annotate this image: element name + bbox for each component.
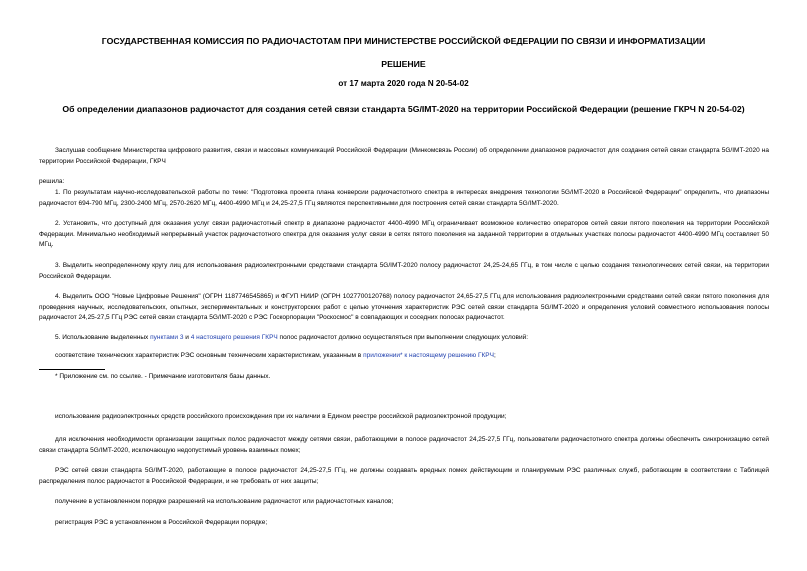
footnote-text: * Приложение см. по ссылке. - Примечание изготовителя базы данных. xyxy=(55,373,271,380)
item-5-paragraph xyxy=(39,333,769,344)
item-5-text-end: полос радиочастот должно осуществляться при выполнении следующих условий: xyxy=(277,334,529,341)
appendix-link[interactable]: приложении* к настоящему решению ГКРЧ xyxy=(363,352,494,359)
resolved-label: решила: xyxy=(39,178,65,185)
condition-2-paragraph: использование радиоэлектронных средств российского происхождения при их наличии в Едином реестре российской радиоэлектронной продукции; xyxy=(55,413,507,420)
commission-header: ГОСУДАРСТВЕННАЯ КОМИССИЯ ПО РАДИОЧАСТОТАМ ПРИ МИНИСТЕРСТВЕ РОССИЙСКОЙ ФЕДЕРАЦИИ ПО СВЯЗИ И ИНФОРМАТИЗАЦИИ xyxy=(101,36,706,46)
condition-4-paragraph: РЭС сетей связи стандарта 5G/IMT-2020, работающие в полосе радиочастот 24,25-27,5 ГГц, не должны создавать вредных помех действующим и планируемым РЭС различных служб, работающим в соответствии с Таблицей распределения полос радиочастот в Российской Федерации, и не требовать от них защиты; xyxy=(39,467,769,485)
item-4-paragraph: 4. Выделить ООО "Новые Цифровые Решения" (ОГРН 1187746545865) и ФГУП НИИР (ОГРН 1027700120768) полосу радиочастот 24,65-27,5 ГГц для использования радиоэлектронными средствами сетей связи пятого поколения для проведения научных, исследовательских, опытных, экспериментальных и конструкторских работ с целью уточнения характеристик РЭС сетей связи стандарта 5G/IMT-2020 и определения условий совместного использования полосы радиочастот 24,25-27,5 ГГц РЭС сетей связи стандарта 5G/IMT-2020 с РЭС Госкорпорации "Роскосмос" в совпадающих и соседних полосах радиочастот. xyxy=(39,293,769,322)
condition-3-paragraph: для исключения необходимости организации защитных полос радиочастот между сетями связи, работающими в полосе радиочастот 24,25-27,5 ГГц, пользователи радиочастотного спектра должны обеспечить синхронизацию сетей связи стандарта 5G/IMT-2020, исключающую недопустимый уровень взаимных помех; xyxy=(39,436,769,454)
item-2-paragraph: 2. Установить, что доступный для оказания услуг связи радиочастотный спектр в диапазоне радиочастот 4400-4990 МГц ограничивает возможное количество операторов сетей связи пятого поколения на территории Российской Федерации. Минимально необходимый непрерывный участок радиочастотного спектра для оказания услуг связи в сетях пятого поколения на заданной территории в отдельных участках полосы радиочастот 4400-4990 МГц составляет 50 МГц. xyxy=(39,220,769,249)
item-4-reference-link[interactable]: 4 настоящего решения ГКРЧ xyxy=(190,334,278,341)
item-1-paragraph: 1. По результатам научно-исследовательской работы по теме: "Подготовка проекта плана конверсии радиочастотного спектра в интересах внедрения технологии 5G/IMT-2020 в Российской Федерации" определить, что диапазоны радиочастот 694-790 МГц, 2300-2400 МГц, 2570-2620 МГц, 4400-4990 МГц и 24,25-27,5 ГГц являются перспективными для построения сетей связи стандарта 5G/IMT-2020. xyxy=(39,189,769,207)
condition-1-text-end: ; xyxy=(493,352,496,359)
condition-1-text-start: соответствие технических характеристик РЭС основным техническим характеристикам, указанным в xyxy=(55,352,364,359)
intro-paragraph: Заслушав сообщение Министерства цифрового развития, связи и массовых коммуникаций Российской Федерации (Минкомсвязь России) об определении диапазонов радиочастот для создания сетей связи стандарта 5G/IMT-2020 на территории Российской Федерации, ГКРЧ xyxy=(39,147,769,165)
decision-date: от 17 марта 2020 года N 20-54-02 xyxy=(338,79,469,88)
decision-heading: РЕШЕНИЕ xyxy=(381,59,426,69)
condition-1-paragraph xyxy=(39,351,769,362)
item-5-text-start: 5. Использование выделенных xyxy=(55,334,151,341)
item-3-paragraph: 3. Выделить неопределенному кругу лиц для использования радиоэлектронными средствами стандарта 5G/IMT-2020 полосу радиочастот 24,25-24,65 ГГц, в том числе с целью создания технологических сетей связи, на территории Российской Федерации. xyxy=(39,262,769,280)
footnote-divider xyxy=(39,369,105,370)
condition-6-paragraph: регистрация РЭС в установленном в Российской Федерации порядке; xyxy=(55,519,268,526)
item-3-reference-link[interactable]: пунктами 3 xyxy=(150,334,184,341)
item-5-text-mid: и xyxy=(183,334,191,341)
document-title: Об определении диапазонов радиочастот для создания сетей связи стандарта 5G/IMT-2020 на территории Российской Федерации (решение ГКРЧ N 20-54-02) xyxy=(62,104,745,114)
condition-5-paragraph: получение в установленном порядке разрешений на использование радиочастот или радиочастотных каналов; xyxy=(55,498,394,505)
